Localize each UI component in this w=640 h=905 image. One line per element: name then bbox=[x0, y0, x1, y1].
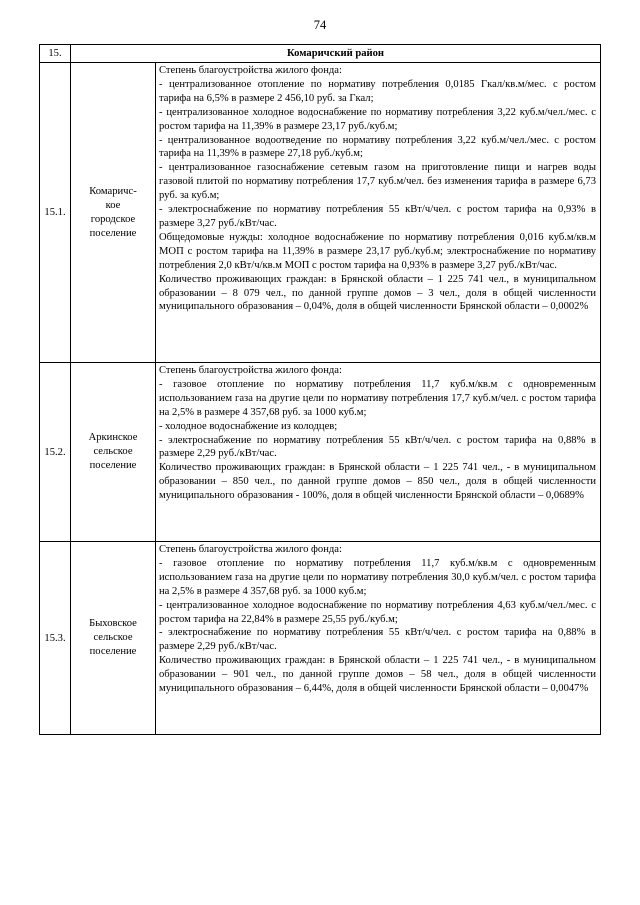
description-paragraph: Степень благоустройства жилого фонда: bbox=[159, 544, 342, 555]
settlement-description bbox=[156, 63, 601, 363]
settlement-name-line: Комаричс- bbox=[89, 185, 137, 197]
settlement-name bbox=[71, 63, 156, 363]
description-paragraph: - холодное водоснабжение из колодцев; bbox=[159, 420, 338, 432]
district-table bbox=[39, 44, 601, 735]
description-paragraph: - централизованное холодное водоснабжение по нормативу потребления 3,22 куб.м/чел./мес. с ростом тарифа на 11,39% в размере 23,17 руб./куб.м; bbox=[159, 106, 597, 132]
description-paragraph: - централизованное отопление по нормативу потребления 0,0185 Гкал/кв.м/мес. с ростом тарифа на 6,5% в размере 2 456,10 руб. за Гкал; bbox=[159, 78, 597, 104]
page-number: 74 bbox=[313, 18, 327, 32]
description-paragraph: - газовое отопление по нормативу потребления 11,7 куб.м/кв.м с одновременным использованием газа на другие цели по нормативу потребления 30,0 куб.м/чел. с ростом тарифа на 2,5% в размере 4 357,68 руб. за 1000 куб.м; bbox=[159, 557, 597, 597]
table-row bbox=[40, 363, 601, 542]
settlement-name-line: Аркинское bbox=[88, 432, 138, 443]
description-paragraph: Количество проживающих граждан: в Брянской области – 1 225 741 чел., - в муниципальном образовании – 850 чел., по данной группе домов – 850 чел., доля в общей численности муниципального образования - 100%, доля в общей численности Брянской области – 0,0689% bbox=[159, 462, 597, 502]
settlement-name-line: кое bbox=[105, 199, 121, 211]
row-number: 15.2. bbox=[40, 363, 71, 542]
settlement-name-line: сельское bbox=[93, 446, 133, 457]
settlement-name-line: Быховское bbox=[89, 618, 137, 629]
description-paragraph: Количество проживающих граждан: в Брянской области – 1 225 741 чел., в муниципальном образовании – 8 079 чел., по данной группе домов – 3 чел., доля в общей численности муниципального образования – 0,04%, доля в общей численности Брянской области – 0,0002% bbox=[159, 273, 597, 313]
row-number: 15.3. bbox=[40, 542, 71, 735]
settlement-name bbox=[71, 363, 156, 542]
description-paragraph: - электроснабжение по нормативу потребления 55 кВт/ч/чел. с ростом тарифа на 0,88% в размере 2,29 руб./кВт/час. bbox=[159, 434, 597, 460]
settlement-name-line: сельское bbox=[93, 632, 133, 643]
settlement-name-line: поселение bbox=[89, 646, 137, 657]
description-paragraph: - централизованное водоотведение по нормативу потребления 3,22 куб.м/чел./мес. с ростом тарифа на 11,39% в размере 27,18 руб./куб.м; bbox=[159, 134, 597, 160]
settlement-name-line: поселение bbox=[89, 460, 137, 471]
description-paragraph: Степень благоустройства жилого фонда: bbox=[159, 65, 342, 76]
settlement-name bbox=[71, 542, 156, 735]
district-title: Комаричский район bbox=[71, 45, 601, 63]
settlement-description bbox=[156, 542, 601, 735]
row-number: 15.1. bbox=[40, 63, 71, 363]
description-paragraph: Количество проживающих граждан: в Брянской области – 1 225 741 чел., - в муниципальном образовании – 901 чел., по данной группе домов – 58 чел., доля в общей численности муниципального образования – 6,44%, доля в общей численности Брянской области – 0,0047% bbox=[159, 655, 597, 695]
description-paragraph: - централизованное газоснабжение сетевым газом на приготовление пищи и нагрев воды газовой плитой по нормативу потребления 17,7 куб.м/чел. без изменения тарифа в размере 6,73 руб. за куб.м; bbox=[159, 162, 597, 202]
description-paragraph: Степень благоустройства жилого фонда: bbox=[159, 365, 342, 376]
table-header-row bbox=[40, 45, 601, 63]
settlement-name-line: поселение bbox=[89, 227, 137, 239]
description-paragraph: Общедомовые нужды: холодное водоснабжение по нормативу потребления 0,016 куб.м/кв.м МОП с ростом тарифа на 11,39% в размере 23,17 руб./куб.м; электроснабжение по нормативу потребления 2,0 кВт/ч/кв.м МОП с ростом тарифа на 0,93% в размере 3,27 руб./кВт/час. bbox=[159, 231, 597, 271]
description-paragraph: - централизованное холодное водоснабжение по нормативу потребления 4,63 куб.м/чел./мес. с ростом тарифа на 22,84% в размере 25,55 руб./куб.м; bbox=[159, 599, 597, 625]
header-number: 15. bbox=[40, 45, 71, 63]
description-paragraph: - газовое отопление по нормативу потребления 11,7 куб.м/кв.м с одновременным использованием газа на другие цели по нормативу потребления 17,7 куб.м/чел. с ростом тарифа на 2,5% в размере 4 357,68 руб. за 1000 куб.м; bbox=[159, 378, 597, 418]
settlement-description bbox=[156, 363, 601, 542]
settlement-name-line: городское bbox=[90, 213, 136, 225]
description-paragraph: - электроснабжение по нормативу потребления 55 кВт/ч/чел. с ростом тарифа на 0,93% в размере 3,27 руб./кВт/час. bbox=[159, 204, 597, 229]
description-paragraph: - электроснабжение по нормативу потребления 55 кВт/ч/чел. с ростом тарифа на 0,88% в размере 2,29 руб./кВт/час. bbox=[159, 627, 597, 653]
table-row bbox=[40, 542, 601, 735]
table-row bbox=[40, 63, 601, 363]
